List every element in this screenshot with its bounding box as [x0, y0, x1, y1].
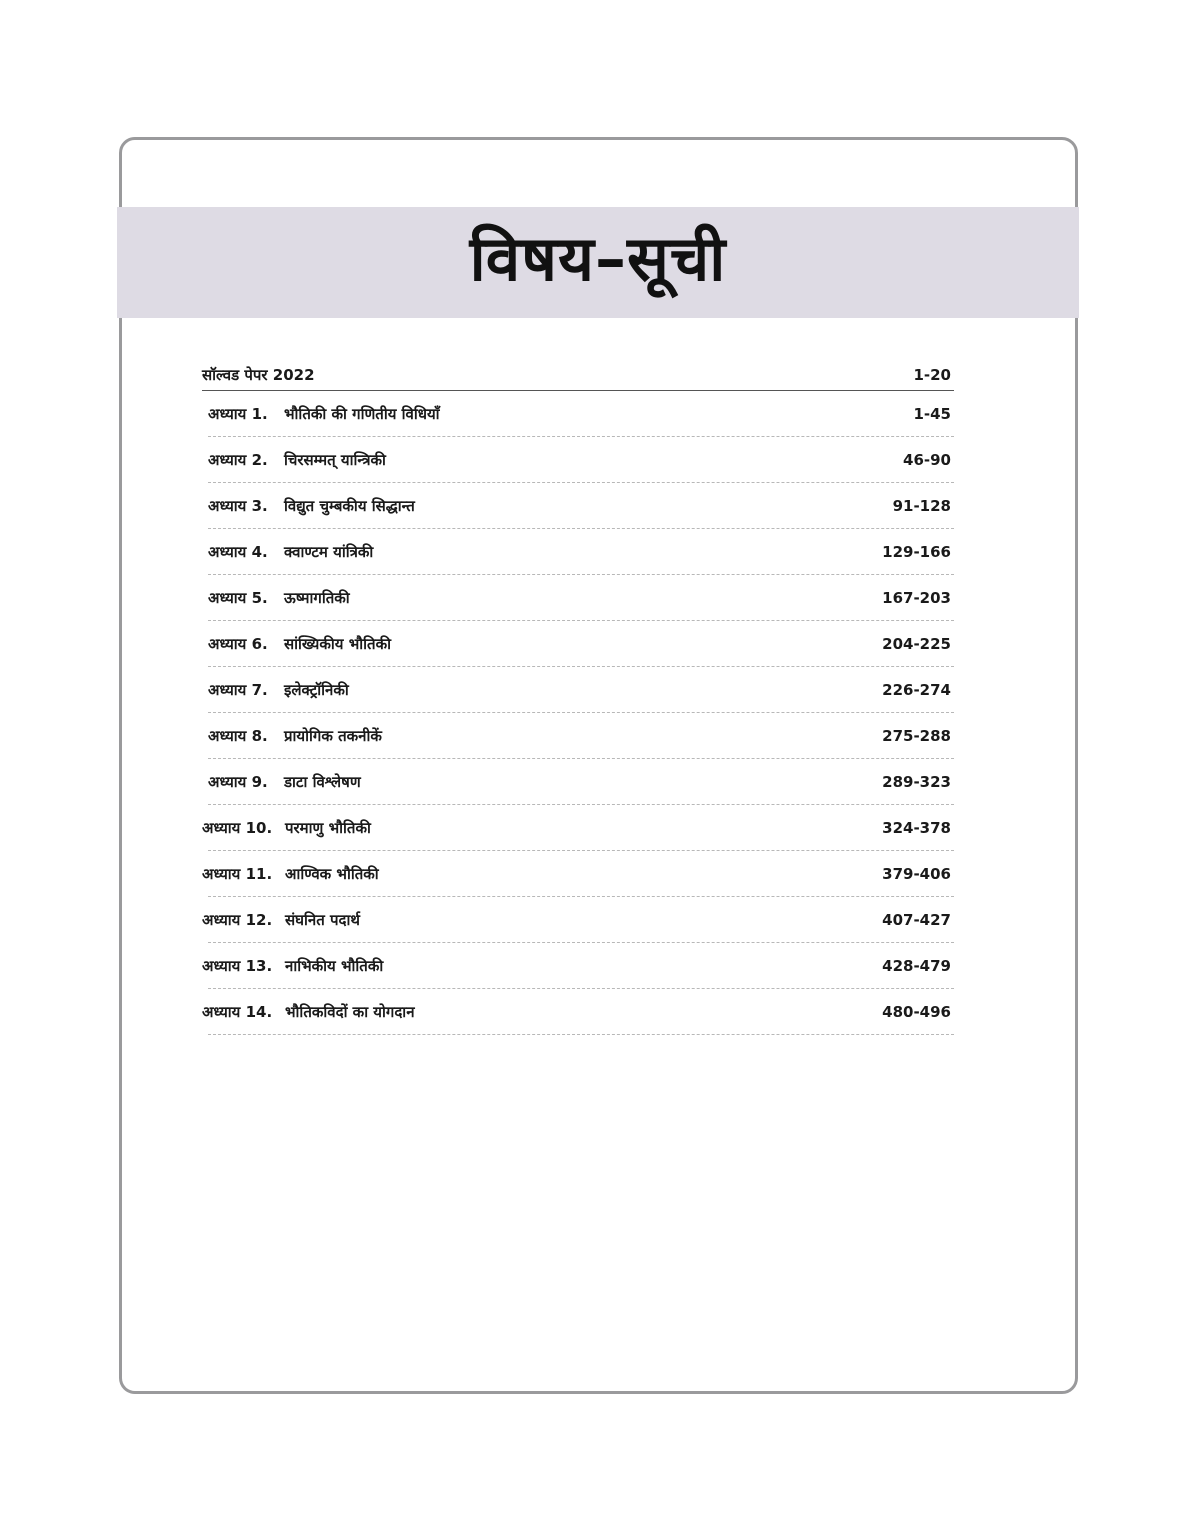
toc-row-chapter-4[interactable]: [208, 529, 954, 575]
chapter-number: अध्याय 6.: [208, 634, 268, 653]
chapter-pages: 46-90: [903, 450, 951, 469]
toc-row-chapter-14[interactable]: [202, 989, 954, 1035]
chapter-number: अध्याय 2.: [208, 450, 268, 469]
chapter-title: नाभिकीय भौतिकी: [285, 956, 384, 975]
chapter-number: अध्याय 11.: [202, 864, 273, 883]
page-title: विषय–सूची: [469, 221, 727, 295]
chapter-title: चिरसम्मत् यान्त्रिकी: [284, 450, 386, 469]
chapter-pages: 275-288: [882, 726, 951, 745]
toc-row-chapter-5[interactable]: [208, 575, 954, 621]
chapter-number: अध्याय 13.: [202, 956, 273, 975]
toc-row-chapter-2[interactable]: [208, 437, 954, 483]
table-of-contents: [202, 362, 954, 1035]
chapter-pages: 379-406: [882, 864, 951, 883]
chapter-pages: 289-323: [882, 772, 951, 791]
toc-row-chapter-9[interactable]: [208, 759, 954, 805]
chapter-number: अध्याय 1.: [208, 404, 268, 423]
chapter-title: सांख्यिकीय भौतिकी: [284, 634, 391, 653]
chapter-pages: 91-128: [892, 496, 951, 515]
chapter-pages: 480-496: [882, 1002, 951, 1021]
chapter-pages: 324-378: [882, 818, 951, 837]
chapter-number: अध्याय 4.: [208, 542, 268, 561]
chapter-number: अध्याय 12.: [202, 910, 273, 929]
toc-row-chapter-7[interactable]: [208, 667, 954, 713]
chapter-number: अध्याय 10.: [202, 818, 273, 837]
chapter-pages: 1-45: [913, 404, 951, 423]
chapter-number: अध्याय 7.: [208, 680, 268, 699]
toc-row-chapter-11[interactable]: [202, 851, 954, 897]
chapter-number: अध्याय 8.: [208, 726, 268, 745]
solved-paper-label: सॉल्वड पेपर 2022: [202, 366, 315, 384]
chapter-pages: 129-166: [882, 542, 951, 561]
toc-row-chapter-6[interactable]: [208, 621, 954, 667]
chapter-pages: 204-225: [882, 634, 951, 653]
chapter-title: विद्युत चुम्बकीय सिद्धान्त: [284, 496, 415, 515]
toc-row-chapter-13[interactable]: [202, 943, 954, 989]
toc-header-row[interactable]: [202, 362, 954, 391]
title-band: [117, 207, 1079, 318]
chapter-title: इलेक्ट्रॉनिकी: [284, 680, 349, 699]
chapter-title: प्रायोगिक तकनीकें: [284, 726, 382, 745]
chapter-title: भौतिकी की गणितीय विधियाँ: [284, 404, 440, 423]
chapter-number: अध्याय 3.: [208, 496, 268, 515]
chapter-title: परमाणु भौतिकी: [285, 818, 371, 837]
chapter-number: अध्याय 14.: [202, 1002, 273, 1021]
chapter-title: क्वाण्टम यांत्रिकी: [284, 542, 374, 561]
chapter-pages: 428-479: [882, 956, 951, 975]
chapter-number: अध्याय 9.: [208, 772, 268, 791]
chapter-title: ऊष्मागतिकी: [284, 588, 350, 607]
toc-row-chapter-12[interactable]: [202, 897, 954, 943]
chapter-pages: 226-274: [882, 680, 951, 699]
toc-row-chapter-1[interactable]: [208, 391, 954, 437]
chapter-pages: 167-203: [882, 588, 951, 607]
toc-row-chapter-8[interactable]: [208, 713, 954, 759]
chapter-title: डाटा विश्लेषण: [284, 772, 361, 791]
chapter-title: संघनित पदार्थ: [285, 910, 360, 929]
chapter-title: भौतिकविदों का योगदान: [285, 1002, 415, 1021]
chapter-title: आण्विक भौतिकी: [285, 864, 379, 883]
solved-paper-pages: 1-20: [913, 366, 951, 384]
toc-row-chapter-10[interactable]: [202, 805, 954, 851]
chapter-number: अध्याय 5.: [208, 588, 268, 607]
chapter-pages: 407-427: [882, 910, 951, 929]
toc-row-chapter-3[interactable]: [208, 483, 954, 529]
